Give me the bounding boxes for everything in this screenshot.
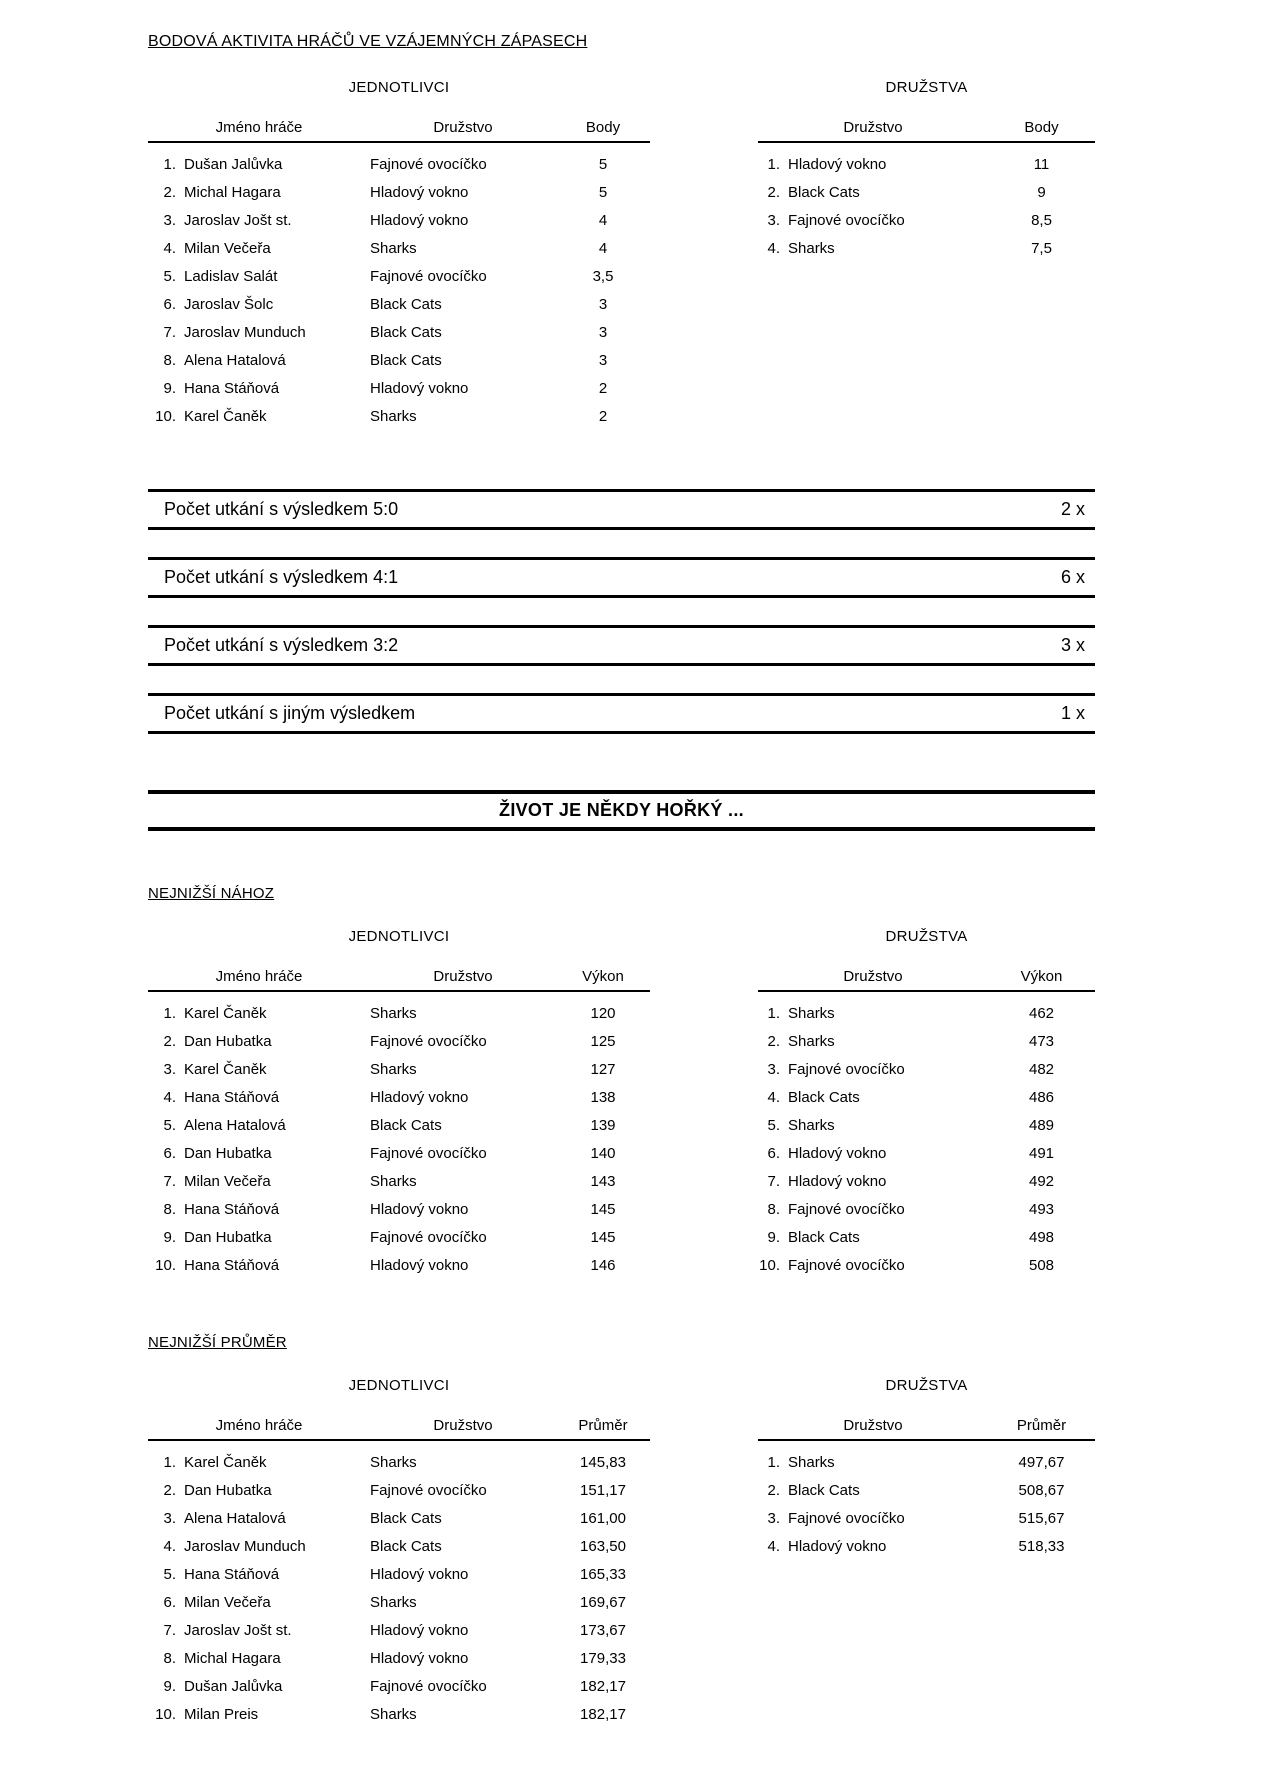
team-column-header: Družstvo [433, 968, 493, 985]
team-cell: Hladový vokno [370, 1650, 469, 1667]
table-row [758, 179, 1095, 207]
rank-cell: 3. [767, 1510, 780, 1527]
lowest-average-individuals-table [148, 1417, 650, 1729]
team-cell: Fajnové ovocíčko [788, 212, 905, 229]
value-cell: 173,67 [580, 1622, 626, 1639]
rank-cell: 4. [767, 1089, 780, 1106]
value-cell: 4 [598, 212, 608, 229]
team-cell: Fajnové ovocíčko [370, 268, 487, 285]
value-cell: 140 [590, 1145, 616, 1162]
team-cell: Black Cats [370, 1510, 442, 1527]
team-cell: Black Cats [370, 1538, 442, 1555]
player-cell: Milan Večeřa [184, 1173, 271, 1190]
team-cell: Black Cats [788, 1089, 860, 1106]
team-cell: Hladový vokno [370, 1566, 469, 1583]
table-row [148, 1196, 650, 1224]
table-header [148, 1417, 650, 1441]
player-cell: Karel Čaněk [184, 1061, 267, 1078]
match-result-label: Počet utkání s výsledkem 4:1 [164, 567, 399, 587]
rank-cell: 8. [767, 1201, 780, 1218]
table-header [758, 968, 1095, 992]
rank-cell: 3. [767, 1061, 780, 1078]
value-cell: 462 [1028, 1005, 1055, 1022]
player-cell: Karel Čaněk [184, 1454, 267, 1471]
value-cell: 8,5 [1031, 212, 1052, 229]
points-activity-section [148, 79, 1095, 431]
table-row [758, 1112, 1095, 1140]
match-result-label: Počet utkání s výsledkem 5:0 [164, 499, 399, 519]
page-title: BODOVÁ AKTIVITA HRÁČŮ VE VZÁJEMNÝCH ZÁPASECH [148, 33, 588, 50]
lowest-game-individuals-table [148, 968, 650, 1280]
lowest-average-teams-column [758, 1377, 1095, 1561]
value-cell: 163,50 [580, 1538, 626, 1555]
player-cell: Michal Hagara [184, 184, 281, 201]
value-cell: 182,17 [580, 1706, 626, 1723]
team-cell: Sharks [370, 1706, 417, 1723]
player-cell: Dan Hubatka [184, 1482, 272, 1499]
value-cell: 518,33 [1018, 1538, 1065, 1555]
rank-cell: 5. [163, 268, 176, 285]
team-cell: Fajnové ovocíčko [370, 1482, 487, 1499]
value-cell: 179,33 [580, 1650, 626, 1667]
value-cell: 120 [590, 1005, 616, 1022]
team-column-header: Družstvo [433, 119, 493, 136]
player-cell: Karel Čaněk [184, 1005, 267, 1022]
team-cell: Fajnové ovocíčko [788, 1510, 905, 1527]
team-cell: Fajnové ovocíčko [370, 1145, 487, 1162]
table-row [148, 207, 650, 235]
table-row [148, 1645, 650, 1673]
rank-cell: 8. [163, 352, 176, 369]
table-row [758, 235, 1095, 263]
lowest-game-heading: NEJNIŽŠÍ NÁHOZ [148, 885, 275, 902]
score-column-header: Výkon [1020, 968, 1063, 985]
team-cell: Hladový vokno [370, 1201, 469, 1218]
team-cell: Fajnové ovocíčko [788, 1257, 905, 1274]
value-cell: 491 [1028, 1145, 1055, 1162]
table-row [758, 1084, 1095, 1112]
table-row [148, 1673, 650, 1701]
team-cell: Hladový vokno [788, 156, 887, 173]
rank-cell: 7. [163, 324, 176, 341]
match-result-box [148, 625, 1095, 666]
match-result-box [148, 489, 1095, 530]
average-column-header: Průměr [1016, 1417, 1067, 1434]
table-row [758, 1000, 1095, 1028]
value-cell: 145 [590, 1229, 616, 1246]
team-cell: Hladový vokno [370, 1257, 469, 1274]
value-cell: 5 [598, 184, 608, 201]
team-cell: Black Cats [788, 1482, 860, 1499]
value-cell: 151,17 [580, 1482, 626, 1499]
player-column-header: Jméno hráče [215, 968, 303, 985]
value-cell: 4 [598, 240, 608, 257]
lowest-average-heading: NEJNIŽŠÍ PRŮMĚR [148, 1334, 287, 1351]
match-result-count: 1 x [1060, 703, 1085, 723]
match-result-count: 3 x [1060, 635, 1085, 655]
rank-cell: 9. [163, 1229, 176, 1246]
table-row [758, 1224, 1095, 1252]
team-cell: Sharks [370, 1005, 417, 1022]
teams-heading: DRUŽSTVA [885, 1377, 968, 1394]
player-cell: Hana Stáňová [184, 380, 280, 397]
rank-cell: 6. [163, 296, 176, 313]
points-teams-table [758, 119, 1095, 263]
value-cell: 2 [598, 408, 608, 425]
player-cell: Hana Stáňová [184, 1257, 280, 1274]
player-cell: Milan Večeřa [184, 240, 271, 257]
player-cell: Milan Preis [184, 1706, 259, 1723]
team-cell: Sharks [370, 240, 417, 257]
rank-cell: 9. [163, 1678, 176, 1695]
table-row [148, 347, 650, 375]
lowest-average-teams-table [758, 1417, 1095, 1561]
points-individuals-column [148, 79, 650, 431]
match-result-label: Počet utkání s výsledkem 3:2 [164, 635, 399, 655]
rank-cell: 1. [767, 156, 780, 173]
value-cell: 7,5 [1031, 240, 1052, 257]
team-cell: Hladový vokno [788, 1173, 887, 1190]
table-header [758, 119, 1095, 143]
match-result-box [148, 693, 1095, 734]
table-row [148, 1140, 650, 1168]
rank-cell: 7. [163, 1622, 176, 1639]
rank-cell: 1. [163, 1454, 176, 1471]
lowest-average-individuals-column [148, 1377, 650, 1729]
team-cell: Fajnové ovocíčko [370, 1678, 487, 1695]
team-column-header: Družstvo [433, 1417, 493, 1434]
table-body [758, 1000, 1095, 1280]
match-result-count: 2 x [1060, 499, 1085, 519]
table-row [148, 235, 650, 263]
team-cell: Fajnové ovocíčko [370, 1229, 487, 1246]
team-cell: Black Cats [370, 324, 442, 341]
value-cell: 138 [590, 1089, 616, 1106]
player-cell: Jaroslav Munduch [184, 324, 306, 341]
player-cell: Milan Večeřa [184, 1594, 271, 1611]
team-cell: Sharks [788, 1454, 835, 1471]
team-column-header: Družstvo [843, 968, 903, 985]
rank-cell: 4. [767, 1538, 780, 1555]
rank-cell: 5. [767, 1117, 780, 1134]
rank-cell: 9. [163, 380, 176, 397]
rank-cell: 10. [155, 1706, 176, 1723]
team-cell: Black Cats [370, 1117, 442, 1134]
team-cell: Sharks [788, 1117, 835, 1134]
table-row [148, 1533, 650, 1561]
player-column-header: Jméno hráče [215, 1417, 303, 1434]
table-row [148, 1000, 650, 1028]
rank-cell: 10. [155, 408, 176, 425]
lowest-game-teams-column [758, 928, 1095, 1280]
match-result-label: Počet utkání s jiným výsledkem [164, 703, 416, 723]
rank-cell: 2. [767, 1482, 780, 1499]
value-cell: 486 [1028, 1089, 1055, 1106]
rank-cell: 10. [759, 1257, 780, 1274]
rank-cell: 7. [767, 1173, 780, 1190]
table-body [148, 1000, 650, 1280]
table-header [758, 1417, 1095, 1441]
value-cell: 146 [590, 1257, 616, 1274]
table-row [148, 263, 650, 291]
lowest-game-individuals-column [148, 928, 650, 1280]
rank-cell: 2. [163, 1033, 176, 1050]
table-row [148, 375, 650, 403]
page-content [148, 33, 1095, 1729]
rank-cell: 1. [767, 1005, 780, 1022]
player-cell: Dan Hubatka [184, 1229, 272, 1246]
team-cell: Sharks [788, 240, 835, 257]
value-cell: 3 [598, 324, 608, 341]
value-cell: 473 [1028, 1033, 1055, 1050]
table-row [758, 151, 1095, 179]
player-cell: Michal Hagara [184, 1650, 281, 1667]
points-individuals-table [148, 119, 650, 431]
team-cell: Sharks [370, 1061, 417, 1078]
points-column-header: Body [585, 119, 621, 136]
table-row [148, 1477, 650, 1505]
value-cell: 145 [590, 1201, 616, 1218]
rank-cell: 8. [163, 1201, 176, 1218]
value-cell: 489 [1028, 1117, 1055, 1134]
table-body [758, 151, 1095, 263]
team-cell: Fajnové ovocíčko [370, 1033, 487, 1050]
table-row [148, 291, 650, 319]
rank-cell: 4. [163, 1089, 176, 1106]
table-row [758, 1140, 1095, 1168]
value-cell: 139 [590, 1117, 616, 1134]
table-row [758, 1533, 1095, 1561]
individuals-heading: JEDNOTLIVCI [348, 928, 450, 945]
value-cell: 127 [590, 1061, 616, 1078]
player-cell: Karel Čaněk [184, 408, 267, 425]
score-column-header: Výkon [582, 968, 624, 985]
match-results-section [148, 489, 1095, 734]
value-cell: 493 [1028, 1201, 1055, 1218]
table-row [148, 403, 650, 431]
team-cell: Sharks [788, 1005, 835, 1022]
value-cell: 3,5 [592, 268, 614, 285]
team-cell: Hladový vokno [788, 1145, 887, 1162]
team-cell: Fajnové ovocíčko [788, 1201, 905, 1218]
player-cell: Hana Stáňová [184, 1089, 280, 1106]
rank-cell: 4. [767, 240, 780, 257]
value-cell: 165,33 [580, 1566, 626, 1583]
value-cell: 182,17 [580, 1678, 626, 1695]
player-cell: Hana Stáňová [184, 1201, 280, 1218]
rank-cell: 1. [163, 156, 176, 173]
rank-cell: 3. [767, 212, 780, 229]
table-row [758, 1196, 1095, 1224]
table-row [758, 1168, 1095, 1196]
lowest-game-section [148, 928, 1095, 1280]
points-column-header: Body [1024, 119, 1059, 136]
rank-cell: 1. [767, 1454, 780, 1471]
table-row [148, 1561, 650, 1589]
table-row [148, 1224, 650, 1252]
table-body [148, 1449, 650, 1729]
team-cell: Black Cats [788, 1229, 860, 1246]
player-cell: Alena Hatalová [184, 1510, 286, 1527]
rank-cell: 4. [163, 240, 176, 257]
team-cell: Hladový vokno [370, 380, 469, 397]
player-cell: Alena Hatalová [184, 352, 286, 369]
value-cell: 125 [590, 1033, 616, 1050]
rank-cell: 1. [163, 1005, 176, 1022]
table-row [148, 1028, 650, 1056]
player-cell: Dan Hubatka [184, 1033, 272, 1050]
player-cell: Jaroslav Munduch [184, 1538, 306, 1555]
rank-cell: 9. [767, 1229, 780, 1246]
player-cell: Jaroslav Šolc [184, 296, 274, 313]
team-column-header: Družstvo [843, 119, 903, 136]
rank-cell: 5. [163, 1566, 176, 1583]
rank-cell: 5. [163, 1117, 176, 1134]
table-row [148, 151, 650, 179]
rank-cell: 6. [767, 1145, 780, 1162]
table-row [148, 1112, 650, 1140]
table-header [148, 119, 650, 143]
team-cell: Sharks [788, 1033, 835, 1050]
section-banner [148, 790, 1095, 831]
rank-cell: 6. [163, 1594, 176, 1611]
rank-cell: 2. [767, 184, 780, 201]
value-cell: 145,83 [580, 1454, 626, 1471]
team-cell: Fajnové ovocíčko [370, 156, 487, 173]
team-cell: Black Cats [370, 296, 442, 313]
rank-cell: 2. [767, 1033, 780, 1050]
value-cell: 492 [1028, 1173, 1055, 1190]
banner-text: ŽIVOT JE NĚKDY HOŘKÝ ... [499, 800, 744, 820]
rank-cell: 2. [163, 1482, 176, 1499]
player-cell: Ladislav Salát [184, 268, 278, 285]
rank-cell: 3. [163, 1061, 176, 1078]
value-cell: 498 [1028, 1229, 1055, 1246]
teams-heading: DRUŽSTVA [885, 928, 968, 945]
rank-cell: 3. [163, 1510, 176, 1527]
table-row [148, 1505, 650, 1533]
table-header [148, 968, 650, 992]
player-cell: Jaroslav Jošt st. [184, 1622, 292, 1639]
rank-cell: 7. [163, 1173, 176, 1190]
lowest-game-teams-table [758, 968, 1095, 1280]
value-cell: 9 [1037, 184, 1046, 201]
team-column-header: Družstvo [843, 1417, 903, 1434]
value-cell: 508 [1028, 1257, 1055, 1274]
player-cell: Jaroslav Jošt st. [184, 212, 292, 229]
value-cell: 515,67 [1018, 1510, 1065, 1527]
average-column-header: Průměr [578, 1417, 628, 1434]
match-result-box [148, 557, 1095, 598]
rank-cell: 8. [163, 1650, 176, 1667]
rank-cell: 4. [163, 1538, 176, 1555]
player-cell: Dušan Jalůvka [184, 1678, 283, 1695]
rank-cell: 2. [163, 184, 176, 201]
table-body [148, 151, 650, 431]
rank-cell: 10. [155, 1257, 176, 1274]
value-cell: 3 [598, 296, 608, 313]
value-cell: 497,67 [1018, 1454, 1065, 1471]
team-cell: Hladový vokno [788, 1538, 887, 1555]
rank-cell: 3. [163, 212, 176, 229]
value-cell: 143 [590, 1173, 616, 1190]
player-cell: Dan Hubatka [184, 1145, 272, 1162]
team-cell: Hladový vokno [370, 184, 469, 201]
team-cell: Black Cats [788, 184, 860, 201]
team-cell: Sharks [370, 1594, 417, 1611]
table-row [148, 1084, 650, 1112]
team-cell: Hladový vokno [370, 1622, 469, 1639]
table-row [758, 1028, 1095, 1056]
team-cell: Sharks [370, 408, 417, 425]
value-cell: 508,67 [1018, 1482, 1065, 1499]
table-row [758, 1505, 1095, 1533]
value-cell: 169,67 [580, 1594, 626, 1611]
rank-cell: 6. [163, 1145, 176, 1162]
table-row [148, 179, 650, 207]
lowest-average-section [148, 1377, 1095, 1729]
player-cell: Hana Stáňová [184, 1566, 280, 1583]
value-cell: 482 [1028, 1061, 1055, 1078]
individuals-heading: JEDNOTLIVCI [348, 1377, 450, 1394]
table-row [148, 1168, 650, 1196]
individuals-heading: JEDNOTLIVCI [348, 79, 450, 96]
table-row [758, 1252, 1095, 1280]
table-row [148, 1252, 650, 1280]
team-cell: Sharks [370, 1173, 417, 1190]
player-cell: Dušan Jalůvka [184, 156, 283, 173]
player-column-header: Jméno hráče [215, 119, 303, 136]
value-cell: 11 [1033, 156, 1050, 173]
player-cell: Alena Hatalová [184, 1117, 286, 1134]
value-cell: 161,00 [580, 1510, 626, 1527]
table-row [758, 1449, 1095, 1477]
table-row [148, 1617, 650, 1645]
table-body [758, 1449, 1095, 1561]
value-cell: 3 [598, 352, 608, 369]
table-row [148, 1056, 650, 1084]
teams-heading: DRUŽSTVA [885, 79, 968, 96]
table-row [148, 1701, 650, 1729]
table-row [758, 207, 1095, 235]
match-result-count: 6 x [1060, 567, 1085, 587]
value-cell: 2 [598, 380, 608, 397]
table-row [758, 1056, 1095, 1084]
table-row [148, 1449, 650, 1477]
team-cell: Hladový vokno [370, 1089, 469, 1106]
team-cell: Hladový vokno [370, 212, 469, 229]
team-cell: Sharks [370, 1454, 417, 1471]
points-teams-column [758, 79, 1095, 263]
table-row [148, 1589, 650, 1617]
team-cell: Black Cats [370, 352, 442, 369]
team-cell: Fajnové ovocíčko [788, 1061, 905, 1078]
table-row [758, 1477, 1095, 1505]
value-cell: 5 [598, 156, 608, 173]
table-row [148, 319, 650, 347]
